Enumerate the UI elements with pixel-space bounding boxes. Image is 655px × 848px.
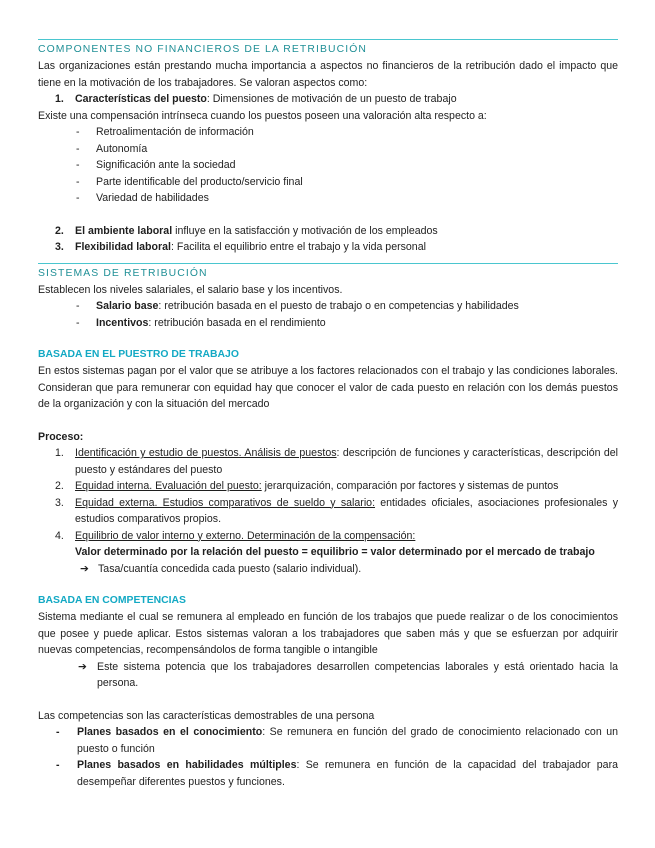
item-bold: Planes basados en habilidades múltiples <box>77 759 297 771</box>
puesto-paragraph: En estos sistemas pagan por el valor que se atribuye a los factores relacionados con el trabajo y las condiciones laborales. Consideran que para remunerar con equidad hay que conocer el valor de cada puesto en relación con los demás puestos de la organización y con la situación del mercado <box>38 365 618 410</box>
item-bold: Planes basados en el conocimiento <box>77 726 263 738</box>
item-text: : Se remunera en función del grado de conocimiento relacionado con un puesto o función <box>77 726 618 755</box>
item-text: : Facilita el equilibrio entre el trabajo y la vida personal <box>170 241 426 253</box>
list-item <box>38 157 618 174</box>
step-heading: Equidad interna. Evaluación del puesto: <box>75 480 262 492</box>
step-text: entidades oficiales, asociaciones profesionales y estudios comparativos propios. <box>75 496 618 525</box>
step-number: 3. <box>55 496 64 509</box>
section-title-sistemas: SISTEMAS DE RETRIBUCIÓN <box>38 267 208 279</box>
subsection-title-competencias: BASADA EN COMPETENCIAS <box>38 595 186 606</box>
list-item <box>38 174 618 191</box>
list-item <box>38 124 618 141</box>
dash-bullet: - <box>76 126 80 138</box>
step-number: 1. <box>55 447 64 459</box>
numbered-item-1 <box>38 91 618 108</box>
list-item-incentivos <box>38 315 618 332</box>
list-item <box>38 141 618 158</box>
item-bold: Características del puesto <box>75 93 207 105</box>
step-text: jerarquización, comparación por factores y sistemas de puntos <box>261 480 559 492</box>
formula-line <box>38 544 618 561</box>
list-item-plan-habilidades <box>38 757 618 790</box>
item-bold: Flexibilidad laboral <box>75 241 171 253</box>
numbered-item-2 <box>38 223 618 240</box>
arrow-item-text: Tasa/cuantía concedida cada puesto (salario individual). <box>98 562 362 575</box>
arrow-right-icon: ➔ <box>78 660 87 673</box>
item-text: : retribución basada en el puesto de trabajo o en competencias y habilidades <box>158 300 519 312</box>
step-heading: Equilibrio de valor interno y externo. Determinación de la compensación: <box>75 529 416 542</box>
competencias-paragraph: Sistema mediante el cual se remunera al empleado en función de los trabajos que puede realizar o de los conocimientos que posee y puede aplicar. Estos sistemas valoran a los trabajadores que saben más y que se esfuerzan por adquirir nuevas competencias, recompensándolos de forma tangible o intangible <box>38 611 618 656</box>
dash-bullet: - <box>76 142 80 155</box>
arrow-item-text: Este sistema potencia que los trabajadores desarrollen competencias laborales y está orientado hacia la persona. <box>97 660 618 689</box>
item-number: 2. <box>55 224 64 237</box>
arrow-item <box>38 659 618 692</box>
process-step <box>38 528 618 545</box>
step-number: 2. <box>55 480 64 492</box>
list-item-text: Significación ante la sociedad <box>96 159 236 171</box>
arrow-item <box>38 561 618 578</box>
process-step <box>38 478 618 495</box>
item-bold: El ambiente laboral <box>75 224 173 237</box>
item-number: 1. <box>55 93 64 105</box>
item-bold: Incentivos <box>96 316 149 329</box>
dash-bullet: - <box>76 300 80 312</box>
step-heading: Identificación y estudio de puestos. Análisis de puestos <box>75 447 337 459</box>
item-text: influye en la satisfacción y motivación de los empleados <box>172 224 438 237</box>
dash-bullet: - <box>76 316 80 329</box>
item-bold: Salario base <box>96 300 159 312</box>
process-step <box>38 445 618 478</box>
arrow-right-icon: ➔ <box>80 562 89 575</box>
item-text: : Dimensiones de motivación de un puesto de trabajo <box>206 93 457 105</box>
dash-bullet: - <box>56 759 60 771</box>
intro-paragraph: Las organizaciones están prestando mucha importancia a aspectos no financieros de la retribución dado el impacto que tiene en la motivación de los trabajadores. Se valoran aspectos como: <box>38 60 618 89</box>
list-item-salario-base <box>38 298 618 315</box>
step-heading: Equidad externa. Estudios comparativos de sueldo y salario: <box>75 496 376 509</box>
step-number: 4. <box>55 529 64 542</box>
list-item-plan-conocimiento <box>38 724 618 757</box>
section-divider <box>38 39 618 40</box>
process-step <box>38 495 618 528</box>
list-item-text: Retroalimentación de información <box>96 126 254 138</box>
sistemas-intro: Establecen los niveles salariales, el salario base y los incentivos. <box>38 283 343 296</box>
list-item <box>38 190 618 207</box>
item-number: 3. <box>55 241 64 253</box>
item-text: : Se remunera en función de la capacidad del trabajador para desempeñar diferentes puestos y funciones. <box>77 759 618 788</box>
list-item-text: Autonomía <box>96 142 148 155</box>
dash-bullet: - <box>76 192 80 204</box>
list-item-text: Parte identificable del producto/servicio final <box>96 175 303 188</box>
numbered-item-3 <box>38 239 618 256</box>
dash-bullet: - <box>56 726 60 738</box>
item-text: : retribución basada en el rendimiento <box>148 316 326 329</box>
subsection-title-puesto: BASADA EN EL PUESTRO DE TRABAJO <box>38 349 239 360</box>
proceso-label: Proceso: <box>38 430 84 443</box>
document-page <box>38 39 618 790</box>
compensation-paragraph: Existe una compensación intrínseca cuando los puestos poseen una valoración alta respecto a: <box>38 109 487 122</box>
list-item-text: Variedad de habilidades <box>96 192 209 204</box>
dash-bullet: - <box>76 159 80 171</box>
formula-text: Valor determinado por la relación del puesto = equilibrio = valor determinado por el mercado de trabajo <box>75 546 595 558</box>
step-text: : descripción de funciones y características, descripción del puesto y estándares del puesto <box>75 447 618 476</box>
section-divider <box>38 263 618 264</box>
dash-bullet: - <box>76 175 80 188</box>
competencias-paragraph-2: Las competencias son las características demostrables de una persona <box>38 709 375 722</box>
section-title-componentes: COMPONENTES NO FINANCIEROS DE LA RETRIBUCIÓN <box>38 44 367 55</box>
